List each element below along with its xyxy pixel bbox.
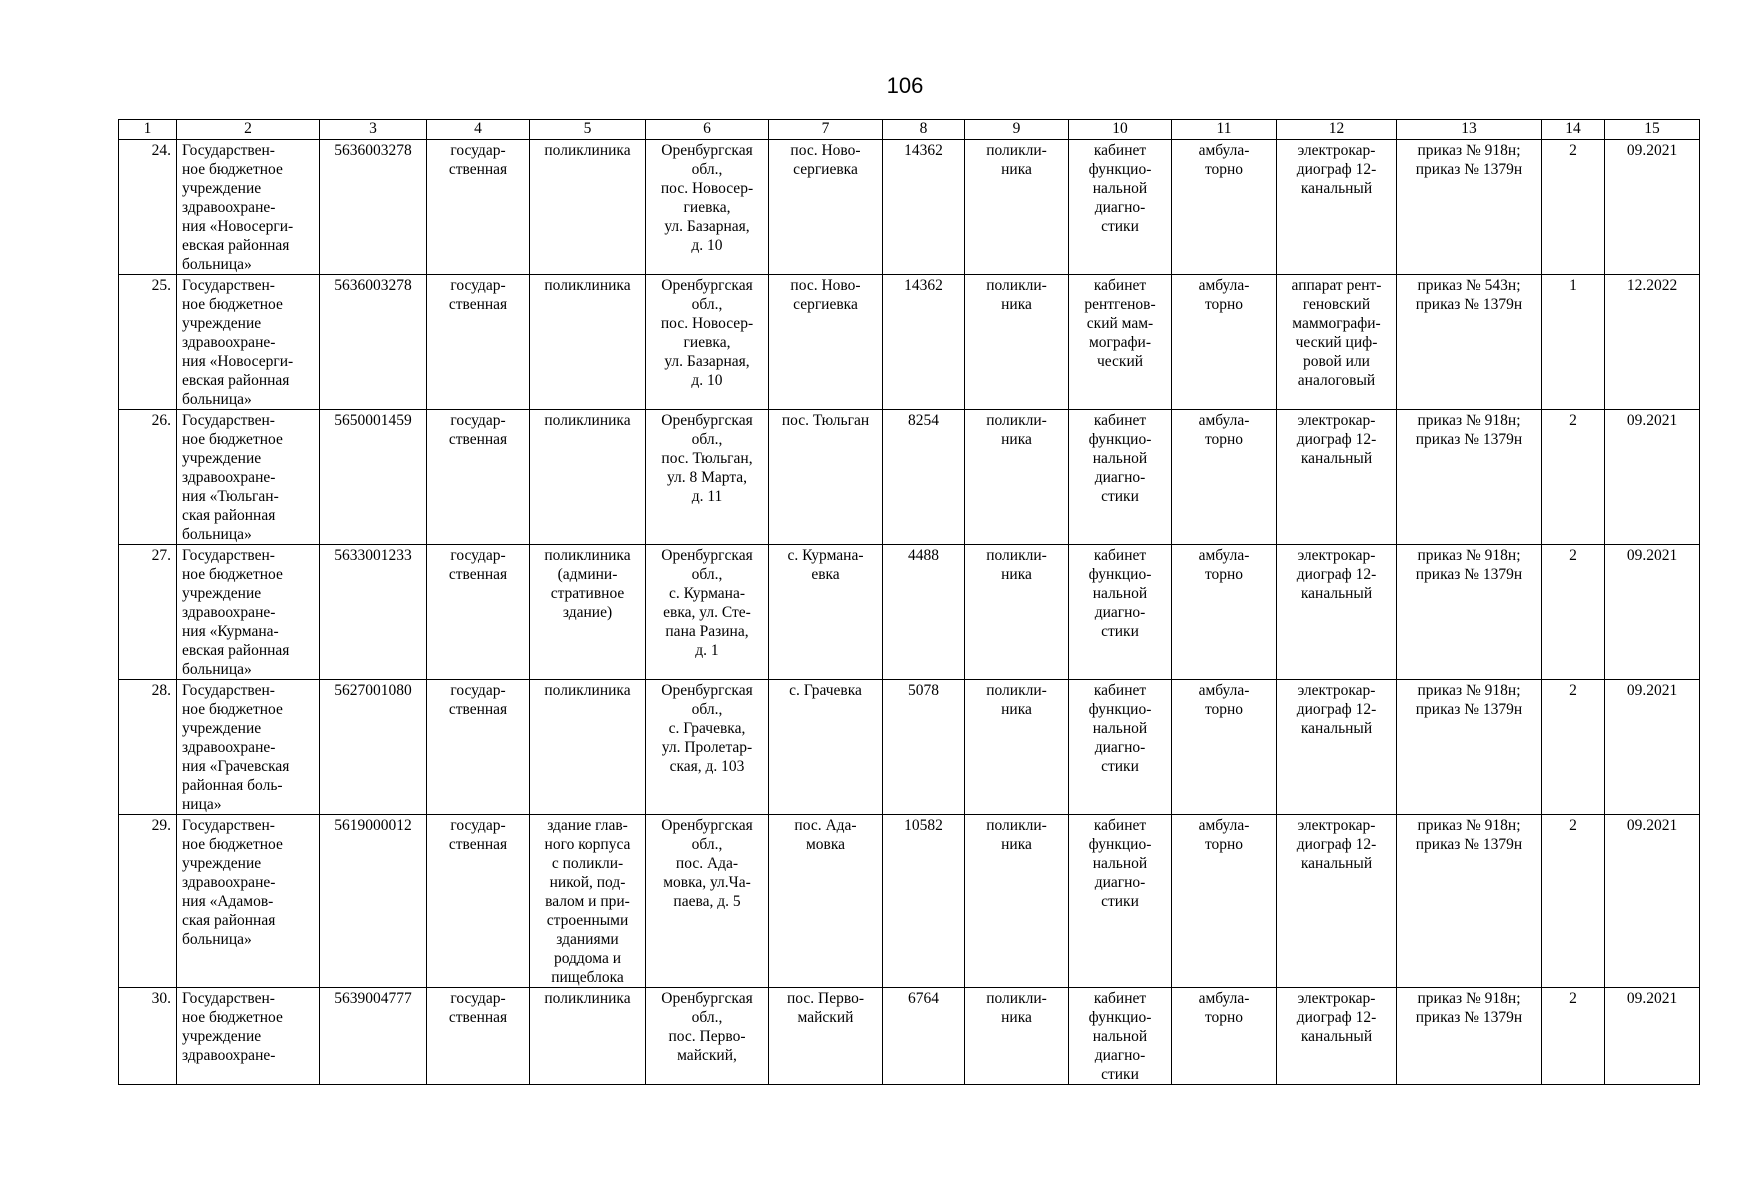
row-number: 28. [119,680,177,815]
order-reference: приказ № 918н; приказ № 1379н [1397,140,1542,275]
organization-name: Государствен- ное бюджетное учреждение здравоохране- ния «Тюльган- ская районная больница» [177,410,320,545]
date: 09.2021 [1605,545,1700,680]
building-type: поликлиника [530,275,646,410]
equipment: аппарат рент- геновский маммографи- ческий циф- ровой или аналоговый [1277,275,1397,410]
care-mode: амбула- торно [1172,545,1277,680]
care-mode: амбула- торно [1172,815,1277,988]
organization-name: Государствен- ное бюджетное учреждение здравоохране- ния «Курмана- евская районная больница» [177,545,320,680]
room: кабинет рентгенов- ский мам- мографи- ческий [1069,275,1172,410]
room: кабинет функцио- нальной диагно- стики [1069,680,1172,815]
quantity: 2 [1542,545,1605,680]
ownership-form: государ- ственная [427,815,530,988]
registry-table [118,119,1700,1085]
date: 09.2021 [1605,680,1700,815]
population: 14362 [883,275,965,410]
building-type: поликлиника [530,140,646,275]
column-header: 2 [177,120,320,140]
ownership-form: государ- ственная [427,680,530,815]
table-row [119,988,1700,1085]
population: 10582 [883,815,965,988]
inn: 5633001233 [320,545,427,680]
order-reference: приказ № 918н; приказ № 1379н [1397,410,1542,545]
quantity: 2 [1542,140,1605,275]
table-row [119,815,1700,988]
row-number: 27. [119,545,177,680]
ownership-form: государ- ственная [427,545,530,680]
inn: 5619000012 [320,815,427,988]
organization-name: Государствен- ное бюджетное учреждение здравоохране- [177,988,320,1085]
date: 09.2021 [1605,410,1700,545]
column-header: 1 [119,120,177,140]
equipment: электрокар- диограф 12- канальный [1277,680,1397,815]
inn: 5650001459 [320,410,427,545]
order-reference: приказ № 543н; приказ № 1379н [1397,275,1542,410]
locality: пос. Ново- сергиевка [769,275,883,410]
unit: поликли- ника [965,815,1069,988]
organization-name: Государствен- ное бюджетное учреждение здравоохране- ния «Новосерги- евская районная больница» [177,140,320,275]
care-mode: амбула- торно [1172,275,1277,410]
building-type: поликлиника [530,680,646,815]
row-number: 26. [119,410,177,545]
population: 5078 [883,680,965,815]
building-type: поликлиника [530,988,646,1085]
quantity: 2 [1542,680,1605,815]
column-header: 9 [965,120,1069,140]
address: Оренбургская обл., пос. Ада- мовка, ул.Ча- паева, д. 5 [646,815,769,988]
date: 09.2021 [1605,140,1700,275]
room: кабинет функцио- нальной диагно- стики [1069,545,1172,680]
order-reference: приказ № 918н; приказ № 1379н [1397,988,1542,1085]
unit: поликли- ника [965,275,1069,410]
organization-name: Государствен- ное бюджетное учреждение здравоохране- ния «Новосерги- евская районная больница» [177,275,320,410]
row-number: 29. [119,815,177,988]
table-row [119,545,1700,680]
equipment: электрокар- диограф 12- канальный [1277,140,1397,275]
building-type: поликлиника (админи- стративное здание) [530,545,646,680]
population: 14362 [883,140,965,275]
inn: 5639004777 [320,988,427,1085]
quantity: 2 [1542,410,1605,545]
inn: 5636003278 [320,140,427,275]
care-mode: амбула- торно [1172,988,1277,1085]
row-number: 25. [119,275,177,410]
population: 8254 [883,410,965,545]
column-header: 12 [1277,120,1397,140]
room: кабинет функцио- нальной диагно- стики [1069,988,1172,1085]
ownership-form: государ- ственная [427,410,530,545]
address: Оренбургская обл., пос. Новосер- гиевка, ул. Базарная, д. 10 [646,275,769,410]
inn: 5627001080 [320,680,427,815]
quantity: 2 [1542,988,1605,1085]
address: Оренбургская обл., пос. Перво- майский, [646,988,769,1085]
unit: поликли- ника [965,545,1069,680]
care-mode: амбула- торно [1172,140,1277,275]
address: Оренбургская обл., с. Курмана- евка, ул. Сте- пана Разина, д. 1 [646,545,769,680]
room: кабинет функцио- нальной диагно- стики [1069,140,1172,275]
care-mode: амбула- торно [1172,680,1277,815]
column-number-row [119,120,1700,140]
equipment: электрокар- диограф 12- канальный [1277,410,1397,545]
order-reference: приказ № 918н; приказ № 1379н [1397,815,1542,988]
unit: поликли- ника [965,410,1069,545]
building-type: поликлиника [530,410,646,545]
ownership-form: государ- ственная [427,140,530,275]
ownership-form: государ- ственная [427,988,530,1085]
column-header: 11 [1172,120,1277,140]
column-header: 7 [769,120,883,140]
address: Оренбургская обл., пос. Новосер- гиевка, ул. Базарная, д. 10 [646,140,769,275]
locality: пос. Ада- мовка [769,815,883,988]
population: 6764 [883,988,965,1085]
locality: с. Грачевка [769,680,883,815]
date: 09.2021 [1605,815,1700,988]
row-number: 30. [119,988,177,1085]
page-number: 106 [886,73,924,98]
row-number: 24. [119,140,177,275]
date: 12.2022 [1605,275,1700,410]
column-header: 4 [427,120,530,140]
table-row [119,410,1700,545]
table-row [119,275,1700,410]
locality: пос. Тюльган [769,410,883,545]
quantity: 1 [1542,275,1605,410]
organization-name: Государствен- ное бюджетное учреждение здравоохране- ния «Грачевская районная боль- ница» [177,680,320,815]
column-header: 14 [1542,120,1605,140]
care-mode: амбула- торно [1172,410,1277,545]
column-header: 6 [646,120,769,140]
building-type: здание глав- ного корпуса с поликли- никой, под- валом и при- строенными зданиями роддома и пищеблока [530,815,646,988]
address: Оренбургская обл., с. Грачевка, ул. Пролетар- ская, д. 103 [646,680,769,815]
order-reference: приказ № 918н; приказ № 1379н [1397,680,1542,815]
locality: пос. Перво- майский [769,988,883,1085]
unit: поликли- ника [965,140,1069,275]
table-row [119,140,1700,275]
column-header: 10 [1069,120,1172,140]
date: 09.2021 [1605,988,1700,1085]
locality: с. Курмана- евка [769,545,883,680]
column-header: 15 [1605,120,1700,140]
order-reference: приказ № 918н; приказ № 1379н [1397,545,1542,680]
column-header: 5 [530,120,646,140]
room: кабинет функцио- нальной диагно- стики [1069,815,1172,988]
ownership-form: государ- ственная [427,275,530,410]
locality: пос. Ново- сергиевка [769,140,883,275]
unit: поликли- ника [965,680,1069,815]
column-header: 13 [1397,120,1542,140]
address: Оренбургская обл., пос. Тюльган, ул. 8 Марта, д. 11 [646,410,769,545]
quantity: 2 [1542,815,1605,988]
table-row [119,680,1700,815]
equipment: электрокар- диограф 12- канальный [1277,815,1397,988]
inn: 5636003278 [320,275,427,410]
population: 4488 [883,545,965,680]
organization-name: Государствен- ное бюджетное учреждение здравоохране- ния «Адамов- ская районная больница» [177,815,320,988]
column-header: 3 [320,120,427,140]
room: кабинет функцио- нальной диагно- стики [1069,410,1172,545]
column-header: 8 [883,120,965,140]
unit: поликли- ника [965,988,1069,1085]
equipment: электрокар- диограф 12- канальный [1277,988,1397,1085]
equipment: электрокар- диограф 12- канальный [1277,545,1397,680]
